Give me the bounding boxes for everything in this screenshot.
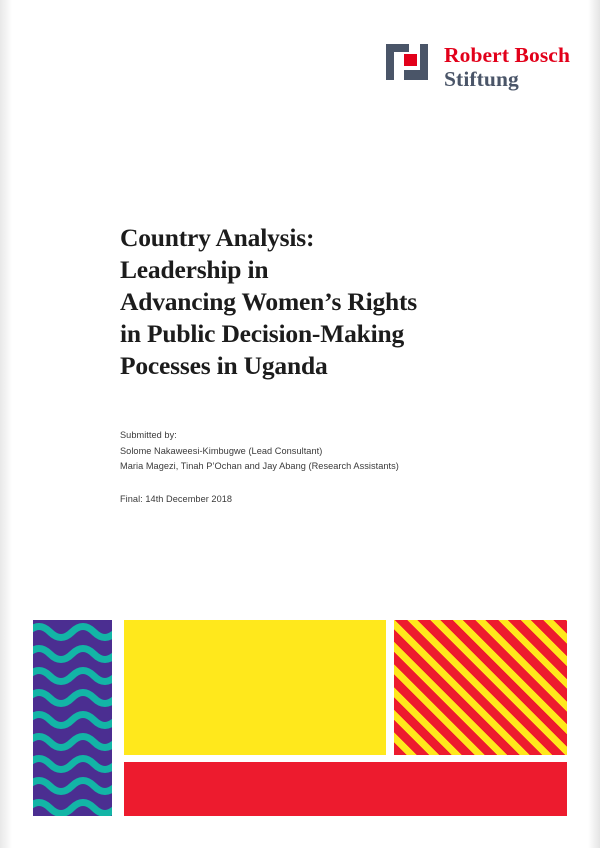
logo-wordmark — [444, 44, 572, 92]
title-line-2: Leadership in — [120, 255, 269, 284]
red-bar-panel — [124, 762, 567, 816]
lead-consultant-line: Solome Nakaweesi-Kimbugwe (Lead Consultant) — [120, 445, 323, 456]
diagonal-stripe-panel — [394, 620, 567, 755]
logo-brand-name: Robert Bosch — [444, 43, 571, 67]
page-title — [120, 222, 520, 382]
submitted-by-label: Submitted by: — [120, 430, 177, 440]
title-line-4: in Public Decision-Making — [120, 319, 405, 348]
wave-pattern-panel — [33, 620, 112, 816]
cover-graphics — [0, 620, 600, 848]
robert-bosch-stiftung-logo — [382, 38, 572, 118]
title-line-5: Pocesses in Uganda — [120, 351, 328, 380]
yellow-block-panel — [124, 620, 386, 755]
final-date-line: Final: 14th December 2018 — [120, 494, 233, 504]
submitted-by-block — [120, 428, 540, 475]
title-line-1: Country Analysis: — [120, 223, 315, 252]
rb-monogram-icon — [382, 40, 436, 84]
title-line-3: Advancing Women’s Rights — [120, 287, 418, 316]
logo-brand-suffix: Stiftung — [444, 67, 519, 91]
research-assistants-line: Maria Magezi, Tinah P’Ochan and Jay Abang (Research Assistants) — [120, 461, 399, 471]
